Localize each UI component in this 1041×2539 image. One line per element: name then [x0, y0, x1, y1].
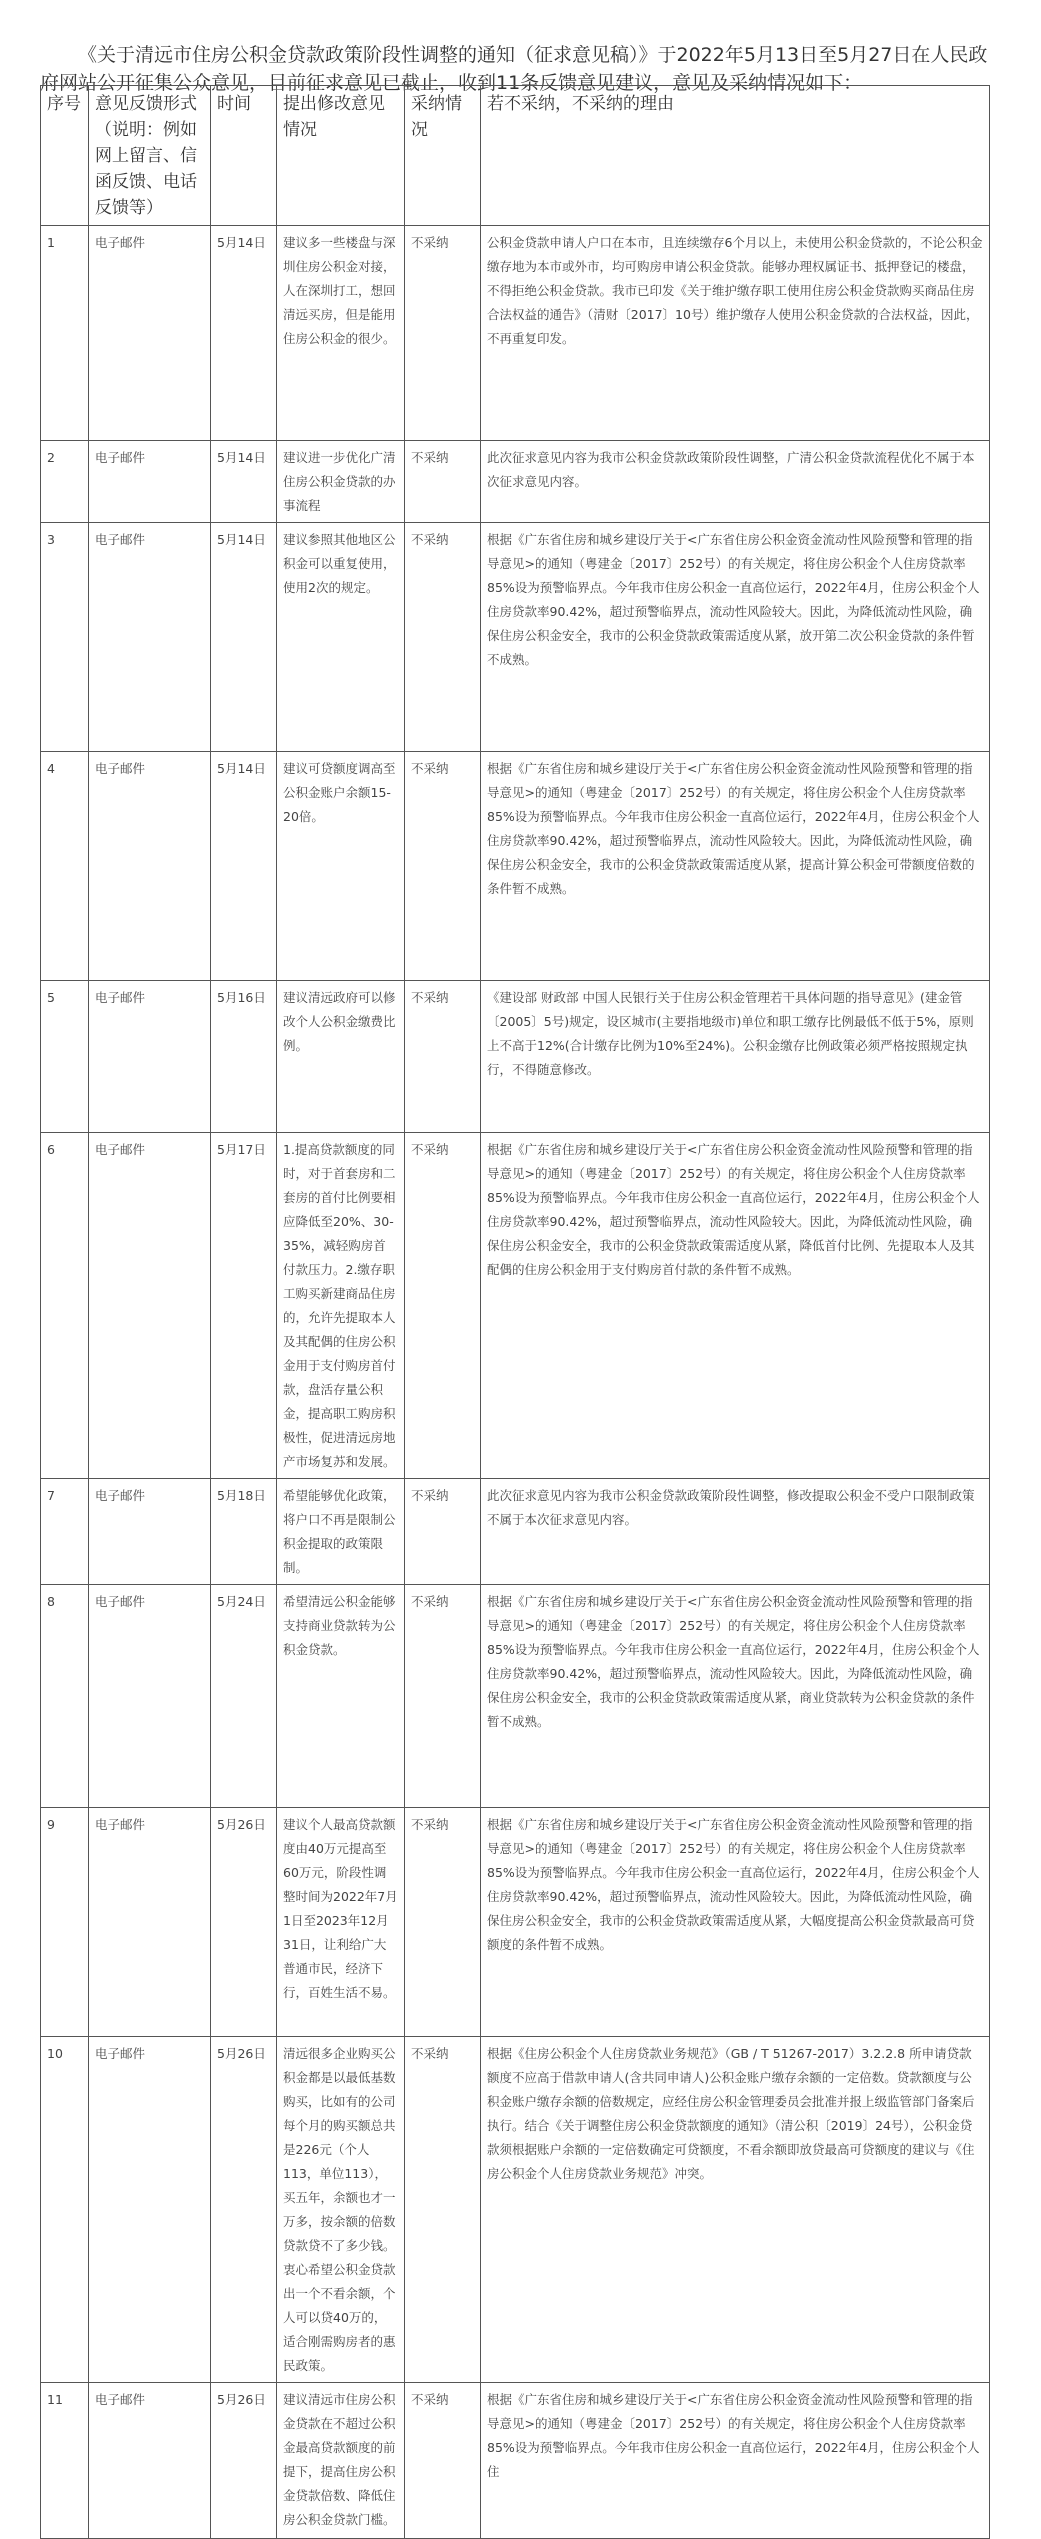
cell-reason: 根据《广东省住房和城乡建设厅关于<广东省住房公积金资金流动性风险预警和管理的指导意见>的通知（粤建金〔2017〕252号）的有关规定，将住房公积金个人住房贷款率85%设为预警临界点。今年我市住房公积金一直高位运行，2022年4月，住房公积金个人住房贷款率90.42%，超过预警临界点，流动性风险较大。因此，为降低流动性风险，确保住房公积金安全，我市的公积金贷款政策需适度从紧，降低首付比例、先提取本人及其配偶的住房公积金用于支付购房首付款的条件暂不成熟。: [481, 1133, 990, 1479]
table-row: [41, 981, 990, 1133]
cell-form: 电子邮件: [89, 226, 211, 441]
cell-no: 2: [41, 441, 89, 523]
header-date: 时间: [211, 86, 277, 226]
cell-status: 不采纳: [405, 523, 481, 752]
cell-form: 电子邮件: [89, 441, 211, 523]
cell-no: 5: [41, 981, 89, 1133]
cell-form: 电子邮件: [89, 1133, 211, 1479]
cell-no: 10: [41, 2037, 89, 2383]
cell-opinion: 希望能够优化政策，将户口不再是限制公积金提取的政策限制。: [277, 1479, 405, 1585]
table-row: [41, 2383, 990, 2539]
cell-form: 电子邮件: [89, 752, 211, 981]
cell-form: 电子邮件: [89, 1808, 211, 2037]
cell-no: 9: [41, 1808, 89, 2037]
table-row: [41, 1585, 990, 1808]
cell-reason: 根据《广东省住房和城乡建设厅关于<广东省住房公积金资金流动性风险预警和管理的指导意见>的通知（粤建金〔2017〕252号）的有关规定，将住房公积金个人住房贷款率85%设为预警临界点。今年我市住房公积金一直高位运行，2022年4月，住房公积金个人住房贷款率90.42%，超过预警临界点，流动性风险较大。因此，为降低流动性风险，确保住房公积金安全，我市的公积金贷款政策需适度从紧，商业贷款转为公积金贷款的条件暂不成熟。: [481, 1585, 990, 1808]
cell-status: 不采纳: [405, 1133, 481, 1479]
cell-reason: 公积金贷款申请人户口在本市，且连续缴存6个月以上，未使用公积金贷款的，不论公积金缴存地为本市或外市，均可购房申请公积金贷款。能够办理权属证书、抵押登记的楼盘，不得拒绝公积金贷款。我市已印发《关于维护缴存职工使用住房公积金贷款购买商品住房合法权益的通告》（清财〔2017〕10号）维护缴存人使用公积金贷款的合法权益，因此，不再重复印发。: [481, 226, 990, 441]
cell-date: 5月26日: [211, 2383, 277, 2539]
cell-opinion: 建议清远政府可以修改个人公积金缴费比例。: [277, 981, 405, 1133]
feedback-table: [40, 85, 990, 2539]
cell-status: 不采纳: [405, 2383, 481, 2539]
cell-date: 5月14日: [211, 441, 277, 523]
cell-form: 电子邮件: [89, 2037, 211, 2383]
cell-status: 不采纳: [405, 1808, 481, 2037]
cell-status: 不采纳: [405, 441, 481, 523]
table-row: [41, 752, 990, 981]
table-row: [41, 1479, 990, 1585]
cell-date: 5月16日: [211, 981, 277, 1133]
cell-opinion: 建议参照其他地区公积金可以重复使用，使用2次的规定。: [277, 523, 405, 752]
cell-opinion: 建议可贷额度调高至公积金账户余额15-20倍。: [277, 752, 405, 981]
cell-opinion: 1.提高贷款额度的同时，对于首套房和二套房的首付比例要相应降低至20%、30-35%，减轻购房首付款压力。2.缴存职工购买新建商品住房的，允许先提取本人及其配偶的住房公积金用于支付购房首付款，盘活存量公积金，提高职工购房积极性，促进清远房地产市场复苏和发展。: [277, 1133, 405, 1479]
header-status: 采纳情况: [405, 86, 481, 226]
cell-status: 不采纳: [405, 2037, 481, 2383]
cell-status: 不采纳: [405, 1479, 481, 1585]
header-no: 序号: [41, 86, 89, 226]
cell-form: 电子邮件: [89, 2383, 211, 2539]
header-form: 意见反馈形式（说明：例如网上留言、信函反馈、电话反馈等）: [89, 86, 211, 226]
intro-paragraph: 《关于清远市住房公积金贷款政策阶段性调整的通知（征求意见稿）》于2022年5月13日至5月27日在人民政府网站公开征集公众意见，目前征求意见已截止，收到11条反馈意见建议，意见及采纳情况如下：: [40, 44, 988, 94]
cell-opinion: 希望清远公积金能够支持商业贷款转为公积金贷款。: [277, 1585, 405, 1808]
cell-form: 电子邮件: [89, 981, 211, 1133]
cell-reason: 根据《住房公积金个人住房贷款业务规范》（GB / T 51267-2017）3.2.2.8 所申请贷款额度不应高于借款申请人(含共同申请人)公积金账户缴存余额的一定倍数。贷款额度与公积金账户缴存余额的倍数规定，应经住房公积金管理委员会批准并报上级监管部门备案后执行。结合《关于调整住房公积金贷款额度的通知》（清公积〔2019〕24号），公积金贷款须根据账户余额的一定倍数确定可贷额度，不看余额即放贷最高可贷额度的建议与《住房公积金个人住房贷款业务规范》冲突。: [481, 2037, 990, 2383]
cell-reason: 《建设部 财政部 中国人民银行关于住房公积金管理若干具体问题的指导意见》(建金管〔2005〕5号)规定，设区城市(主要指地级市)单位和职工缴存比例最低不低于5%，原则上不高于12%(合计缴存比例为10%至24%)。公积金缴存比例政策必须严格按照规定执行，不得随意修改。: [481, 981, 990, 1133]
cell-no: 1: [41, 226, 89, 441]
cell-date: 5月17日: [211, 1133, 277, 1479]
cell-no: 8: [41, 1585, 89, 1808]
cell-reason: 此次征求意见内容为我市公积金贷款政策阶段性调整，广清公积金贷款流程优化不属于本次征求意见内容。: [481, 441, 990, 523]
cell-reason: 此次征求意见内容为我市公积金贷款政策阶段性调整，修改提取公积金不受户口限制政策不属于本次征求意见内容。: [481, 1479, 990, 1585]
cell-date: 5月14日: [211, 752, 277, 981]
cell-status: 不采纳: [405, 226, 481, 441]
cell-no: 11: [41, 2383, 89, 2539]
cell-date: 5月26日: [211, 2037, 277, 2383]
cell-date: 5月18日: [211, 1479, 277, 1585]
table-row: [41, 2037, 990, 2383]
cell-no: 6: [41, 1133, 89, 1479]
cell-form: 电子邮件: [89, 523, 211, 752]
cell-date: 5月14日: [211, 523, 277, 752]
cell-opinion: 建议多一些楼盘与深圳住房公积金对接，人在深圳打工，想回清远买房，但是能用住房公积金的很少。: [277, 226, 405, 441]
cell-reason: 根据《广东省住房和城乡建设厅关于<广东省住房公积金资金流动性风险预警和管理的指导意见>的通知（粤建金〔2017〕252号）的有关规定，将住房公积金个人住房贷款率85%设为预警临界点。今年我市住房公积金一直高位运行，2022年4月，住房公积金个人住房贷款率90.42%，超过预警临界点，流动性风险较大。因此，为降低流动性风险，确保住房公积金安全，我市的公积金贷款政策需适度从紧，放开第二次公积金贷款的条件暂不成熟。: [481, 523, 990, 752]
table-row: [41, 1808, 990, 2037]
cell-date: 5月14日: [211, 226, 277, 441]
cell-reason: 根据《广东省住房和城乡建设厅关于<广东省住房公积金资金流动性风险预警和管理的指导意见>的通知（粤建金〔2017〕252号）的有关规定，将住房公积金个人住房贷款率85%设为预警临界点。今年我市住房公积金一直高位运行，2022年4月，住房公积金个人住房贷款率90.42%，超过预警临界点，流动性风险较大。因此，为降低流动性风险，确保住房公积金安全，我市的公积金贷款政策需适度从紧，大幅度提高公积金贷款最高可贷额度的条件暂不成熟。: [481, 1808, 990, 2037]
cell-date: 5月26日: [211, 1808, 277, 2037]
cell-date: 5月24日: [211, 1585, 277, 1808]
cell-status: 不采纳: [405, 981, 481, 1133]
table-row: [41, 226, 990, 441]
table-row: [41, 523, 990, 752]
cell-reason: 根据《广东省住房和城乡建设厅关于<广东省住房公积金资金流动性风险预警和管理的指导意见>的通知（粤建金〔2017〕252号）的有关规定，将住房公积金个人住房贷款率85%设为预警临界点。今年我市住房公积金一直高位运行，2022年4月，住房公积金个人住: [481, 2383, 990, 2539]
header-reason: 若不采纳，不采纳的理由: [481, 86, 990, 226]
table-row: [41, 1133, 990, 1479]
cell-form: 电子邮件: [89, 1585, 211, 1808]
cell-no: 4: [41, 752, 89, 981]
header-opinion: 提出修改意见情况: [277, 86, 405, 226]
table-row: [41, 441, 990, 523]
cell-opinion: 建议进一步优化广清住房公积金贷款的办事流程: [277, 441, 405, 523]
cell-opinion: 建议清远市住房公积金贷款在不超过公积金最高贷款额度的前提下，提高住房公积金贷款倍数、降低住房公积金贷款门槛。: [277, 2383, 405, 2539]
cell-status: 不采纳: [405, 752, 481, 981]
cell-opinion: 清远很多企业购买公积金都是以最低基数购买，比如有的公司每个月的购买额总共是226元（个人113，单位113），买五年，余额也才一万多，按余额的倍数贷款贷不了多少钱。衷心希望公积金贷款出一个不看余额，个人可以贷40万的，适合刚需购房者的惠民政策。: [277, 2037, 405, 2383]
cell-status: 不采纳: [405, 1585, 481, 1808]
cell-no: 7: [41, 1479, 89, 1585]
cell-no: 3: [41, 523, 89, 752]
table-header-row: [41, 86, 990, 226]
cell-reason: 根据《广东省住房和城乡建设厅关于<广东省住房公积金资金流动性风险预警和管理的指导意见>的通知（粤建金〔2017〕252号）的有关规定，将住房公积金个人住房贷款率85%设为预警临界点。今年我市住房公积金一直高位运行，2022年4月，住房公积金个人住房贷款率90.42%，超过预警临界点，流动性风险较大。因此，为降低流动性风险，确保住房公积金安全，我市的公积金贷款政策需适度从紧，提高计算公积金可带额度倍数的条件暂不成熟。: [481, 752, 990, 981]
cell-form: 电子邮件: [89, 1479, 211, 1585]
cell-opinion: 建议个人最高贷款额度由40万元提高至60万元，阶段性调整时间为2022年7月1日至2023年12月31日，让利给广大普通市民，经济下行，百姓生活不易。: [277, 1808, 405, 2037]
